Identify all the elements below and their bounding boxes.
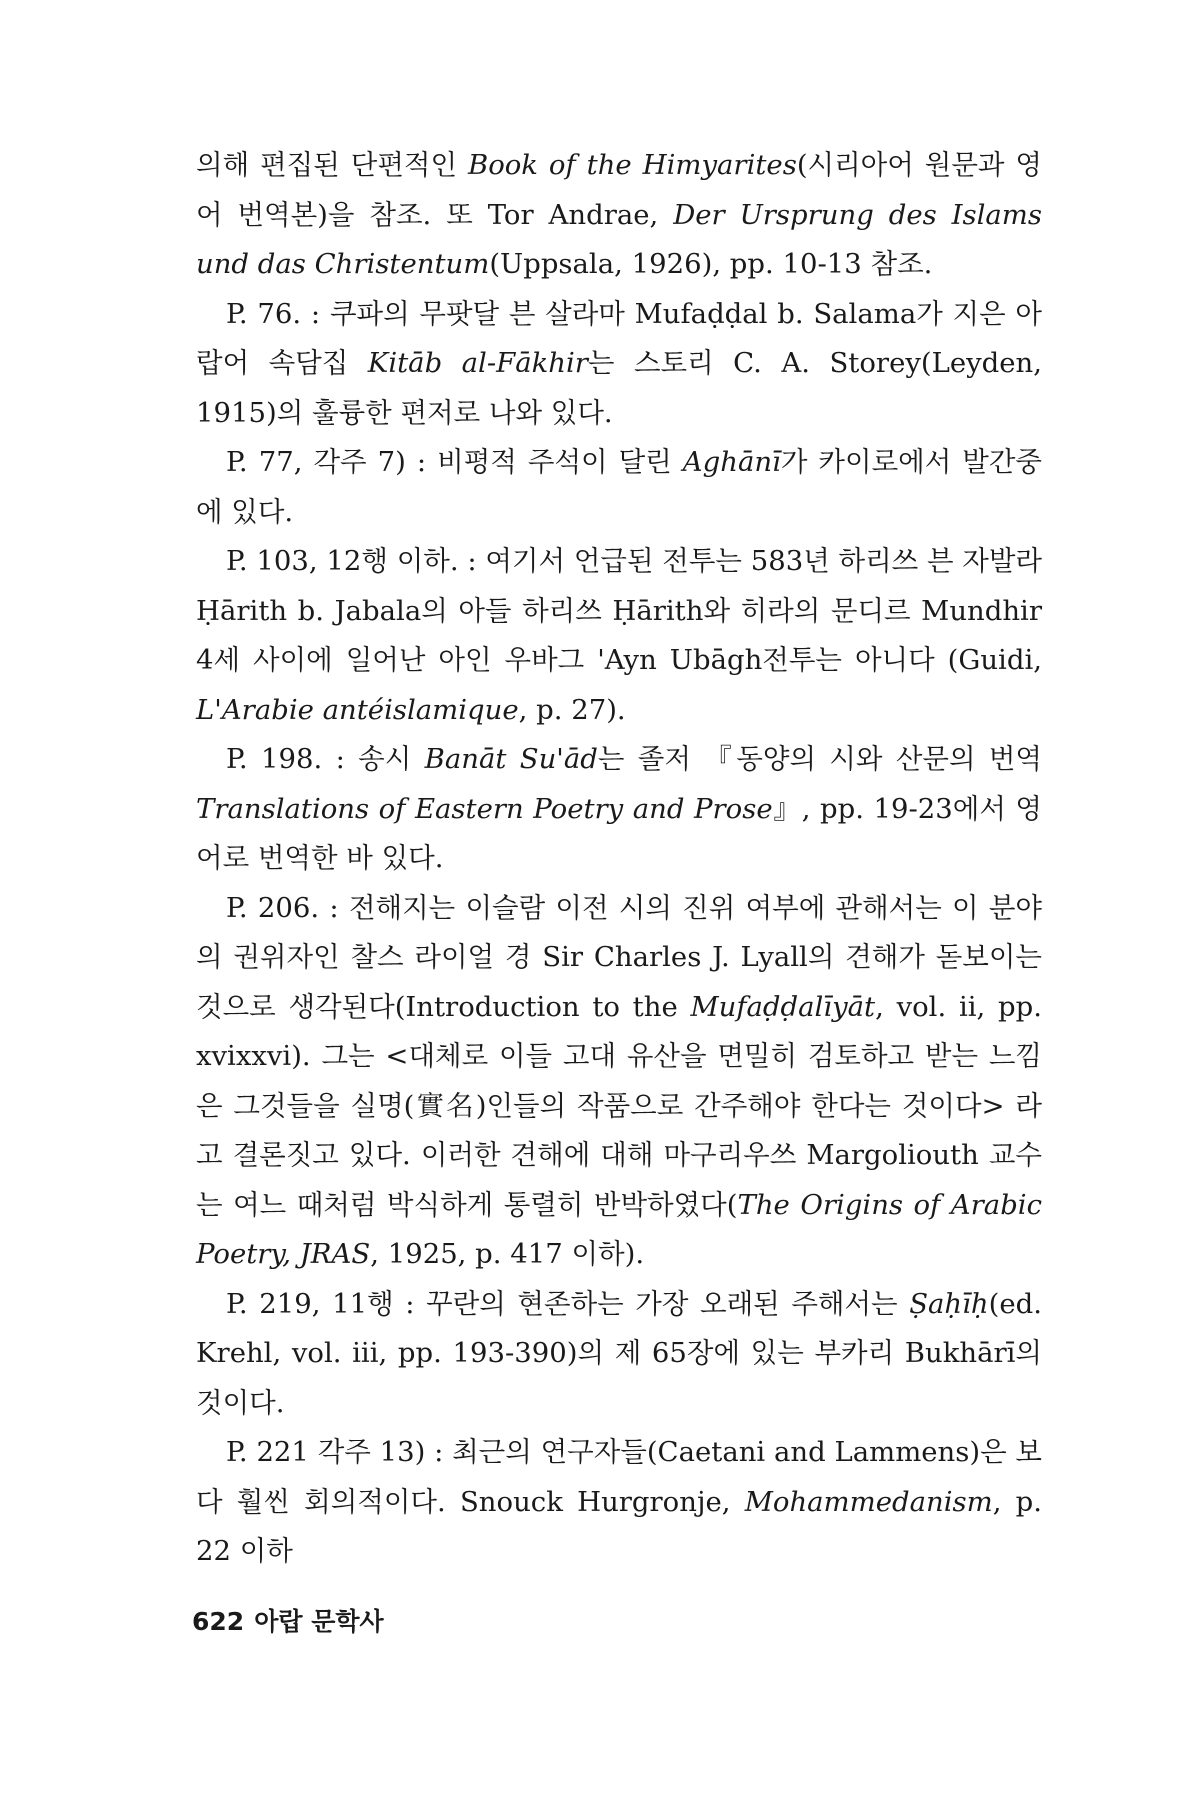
italic-title: L'Arabie antéislamique	[196, 693, 519, 726]
italic-title: Der Ursprung des Islams und das Christentum	[196, 198, 1042, 280]
text-run: (시리아어 원문과 영어 번역본)을 참조. 또 Tor Andrae,	[196, 149, 1042, 231]
paragraph	[196, 537, 1042, 735]
page-number: 622	[192, 1607, 245, 1636]
paragraph	[196, 438, 1042, 537]
text-run: 』, pp. 19-23에서 영어로 번역한 바 있다.	[196, 792, 1042, 874]
italic-title: Kitāb al-Fākhir	[367, 347, 588, 379]
text-run: , vol. ii, pp. xvixxvi). 그는 <대체로 이들 고대 유산을 면밀히 검토하고 받는 느낌은 그것들을 실명(實名)인들의 작품으로 간주해야 한다는 것이다> 라고 결론짓고 있다. 이러한 견해에 대해 마구리우쓰 Margoliouth 교수는 여느 때처럼 박식하게 통렬히 반박하였다(	[196, 990, 1042, 1221]
text-run: (Uppsala, 1926), pp. 10-13 참조.	[489, 248, 933, 280]
text-run: P. 103, 12행 이하. : 여기서 언급된 전투는 583년 하리쓰 븐 자발라 Ḥārith b. Jabala의 아들 하리쓰 Ḥārith와 히라의 문디르 Mundhir 4세 사이에 일어난 아인 우바그 'Ayn Ubāgh전투는 아니다 (Guidi,	[196, 545, 1042, 676]
text-run: , 1925, p. 417 이하).	[370, 1238, 645, 1270]
page-footer	[192, 1602, 384, 1638]
italic-title: The Origins of Arabic Poetry, JRAS	[196, 1188, 1043, 1270]
paragraph	[196, 290, 1042, 439]
italic-title: Aghānī	[682, 446, 781, 478]
italic-title: Mohammedanism	[744, 1485, 993, 1518]
paragraph	[196, 1428, 1042, 1577]
paragraph	[196, 141, 1042, 290]
italic-title: Banāt Su'ād	[424, 743, 598, 775]
text-run: , p. 27).	[518, 693, 626, 726]
text-run: P. 198. : 송시	[226, 743, 425, 775]
text-run: 의해 편집된 단편적인	[196, 149, 468, 181]
text-run: , p. 22 이하	[196, 1485, 1043, 1567]
text-run: 가 카이로에서 발간중에 있다.	[196, 446, 1042, 528]
text-run: (ed. Krehl, vol. iii, pp. 193-390)의 제 65장에 있는 부카리 Bukhārī의 것이다.	[196, 1287, 1042, 1419]
italic-title: Ṣaḥīḥ	[909, 1287, 989, 1320]
text-run: P. 77, 각주 7) : 비평적 주석이 달린	[226, 446, 683, 478]
italic-title: Book of the Himyarites	[467, 149, 797, 181]
text-run: 는 졸저 『동양의 시와 산문의 번역	[597, 743, 1042, 775]
text-run: P. 206. : 전해지는 이슬람 이전 시의 진위 여부에 관해서는 이 분야의 권위자인 찰스 라이얼 경 Sir Charles J. Lyall의 견해가 돋보이는 것으로 생각된다(Introduction to the	[196, 891, 1042, 1023]
paragraph	[196, 884, 1042, 1280]
paragraph	[196, 1280, 1042, 1429]
body-text	[196, 141, 1042, 1577]
text-run: P. 221 각주 13) : 최근의 연구자들(Caetani and Lammens)은 보다 훨씬 회의적이다. Snouck Hurgronje,	[196, 1436, 1042, 1518]
paragraph	[196, 735, 1042, 884]
text-run: 는 스토리 C. A. Storey(Leyden, 1915)의 훌륭한 편저로 나와 있다.	[196, 347, 1043, 429]
text-run: P. 219, 11행 : 꾸란의 현존하는 가장 오래된 주해서는	[226, 1287, 910, 1320]
text-run: P. 76. : 쿠파의 무팟달 븐 살라마 Mufaḍḍal b. Salama가 지은 아랍어 속담집	[196, 297, 1042, 379]
italic-title: Mufaḍḍalīyāt	[690, 990, 876, 1023]
book-title: 아랍 문학사	[254, 1607, 384, 1636]
italic-title: Translations of Eastern Poetry and Prose	[196, 792, 773, 825]
